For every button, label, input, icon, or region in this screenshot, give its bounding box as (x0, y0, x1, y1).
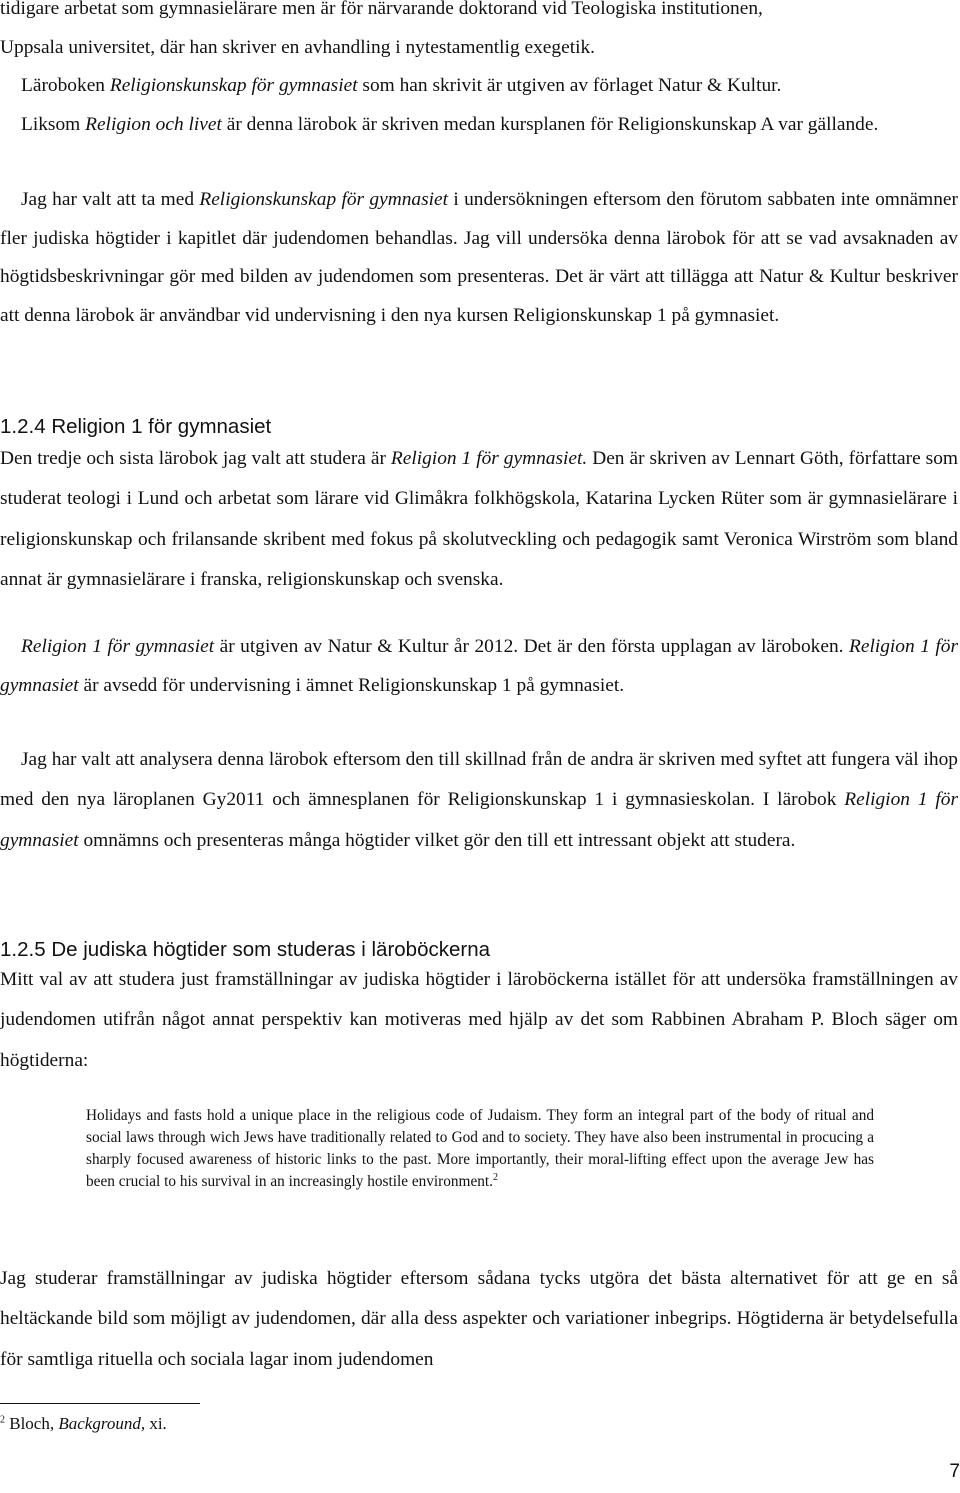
paragraph-continuation (0, 0, 958, 67)
paragraph-analysera: Jag har valt att analysera denna lärobok eftersom den till skillnad från de andra är skriven med syftet att fungera väl ihop med den nya läroplanen Gy2011 och ämnesplanen för Religionskunskap 1 i gymnasieskolan. I lärobok Religion 1 för gymnasiet omnämns och presenteras många högtider vilket gör den till ett intressant objekt att studera. (0, 749, 958, 851)
book-title: Religionskunskap för gymnasiet (109, 75, 358, 96)
paragraph-laroboken: Läroboken Religionskunskap för gymnasiet som han skrivit är utgiven av förlaget Natur & Kultur. (21, 75, 782, 96)
footnote: $^2$ Bloch, Background, xi. (0, 1414, 167, 1433)
page-number: 7 (949, 1461, 960, 1482)
book-title: Religion 1 för gymnasiet (21, 636, 215, 657)
book-title: Religion 1 för gymnasiet (0, 636, 959, 696)
book-title: Religion och livet (85, 114, 222, 135)
footnote-title: Background, (58, 1414, 146, 1433)
footnote-reference[interactable]: 2 (492, 1171, 498, 1183)
section-title: De judiska högtider som studeras i läroböckerna (51, 938, 491, 961)
paragraph-text: tidigare arbetat som gymnasielärare men är för närvarande doktorand vid Teologiska institutionen, (0, 0, 763, 19)
section-heading-1-2-4 (0, 415, 271, 439)
book-title: Religionskunskap för gymnasiet (199, 189, 449, 210)
paragraph-den-tredje: Den tredje och sista lärobok jag valt att studera är Religion 1 för gymnasiet. Den är skriven av Lennart Göth, författare som studerat teologi i Lund och arbetat som lärare vid Glimåkra folkhögskola, Katarina Lycken Rüter som är gymnasielärare i religionskunskap och frilansande skribent med fokus på skolutveckling och pedagogik samt Veronica Wirström som bland annat är gymnasielärare i franska, religionskunskap och svenska. (0, 448, 958, 590)
paragraph-mitt-val: Mitt val av att studera just framställningar av judiska högtider i läroböckerna istället för att undersöka framställningen av judendomen utifrån något annat perspektiv kan motiveras med hjälp av det som Rabbinen Abraham P. Bloch säger om högtiderna: (0, 969, 958, 1071)
section-number: 1.2.4 (0, 415, 46, 438)
section-title: Religion 1 för gymnasiet (51, 415, 272, 438)
paragraph-text: Uppsala universitet, där han skriver en avhandling i nytestamentlig exegetik. (0, 36, 596, 58)
section-number: 1.2.5 (0, 938, 46, 961)
block-quote: Holidays and fasts hold a unique place in the religious code of Judaism. They form an integral part of the body of ritual and social laws through wich Jews have traditionally related to God and to society. They have also been instrumental in procucing a sharply focused awareness of historic links to the past. More importantly, their moral-lifting effect upon the average Jew has been crucial to his survival in an increasingly hostile environment.$^2$ (86, 1107, 874, 1190)
paragraph-jag-studerar: Jag studerar framställningar av judiska högtider eftersom sådana tycks utgöra det bästa alternativet för att ge en så heltäckande bild som möjligt av judendomen, där alla dess aspekter och variationer inbegrips. Högtiderna är betydelsefulla för samtliga rituella och sociala lagar inom judendomen (0, 1268, 958, 1370)
book-title: Religion 1 för gymnasiet (0, 789, 958, 851)
footnote-divider (0, 1403, 200, 1404)
paragraph-liksom: Liksom Religion och livet är denna lärobok är skriven medan kursplanen för Religionskunskap A var gällande. (21, 114, 879, 135)
paragraph-utgiven: Religion 1 för gymnasiet är utgiven av Natur & Kultur år 2012. Det är den första upplagan av läroboken. Religion 1 för gymnasiet är avsedd för undervisning i ämnet Religionskunskap 1 på gymnasiet. (0, 636, 959, 696)
book-title: Religion 1 för gymnasiet. (390, 448, 588, 469)
section-heading-1-2-5 (0, 938, 490, 962)
paragraph-jag-har-valt: Jag har valt att ta med Religionskunskap för gymnasiet i undersökningen eftersom den förutom sabbaten inte omnämner fler judiska högtider i kapitlet där judendomen behandlas. Jag vill undersöka denna lärobok för att se vad avsaknaden av högtidsbeskrivningar gör med bilden av judendomen som presenteras. Det är värt att tillägga att Natur & Kultur beskriver att denna lärobok är användbar vid undervisning i den nya kursen Religionskunskap 1 på gymnasiet. (0, 189, 958, 326)
footnote-number: 2 (0, 1414, 5, 1426)
